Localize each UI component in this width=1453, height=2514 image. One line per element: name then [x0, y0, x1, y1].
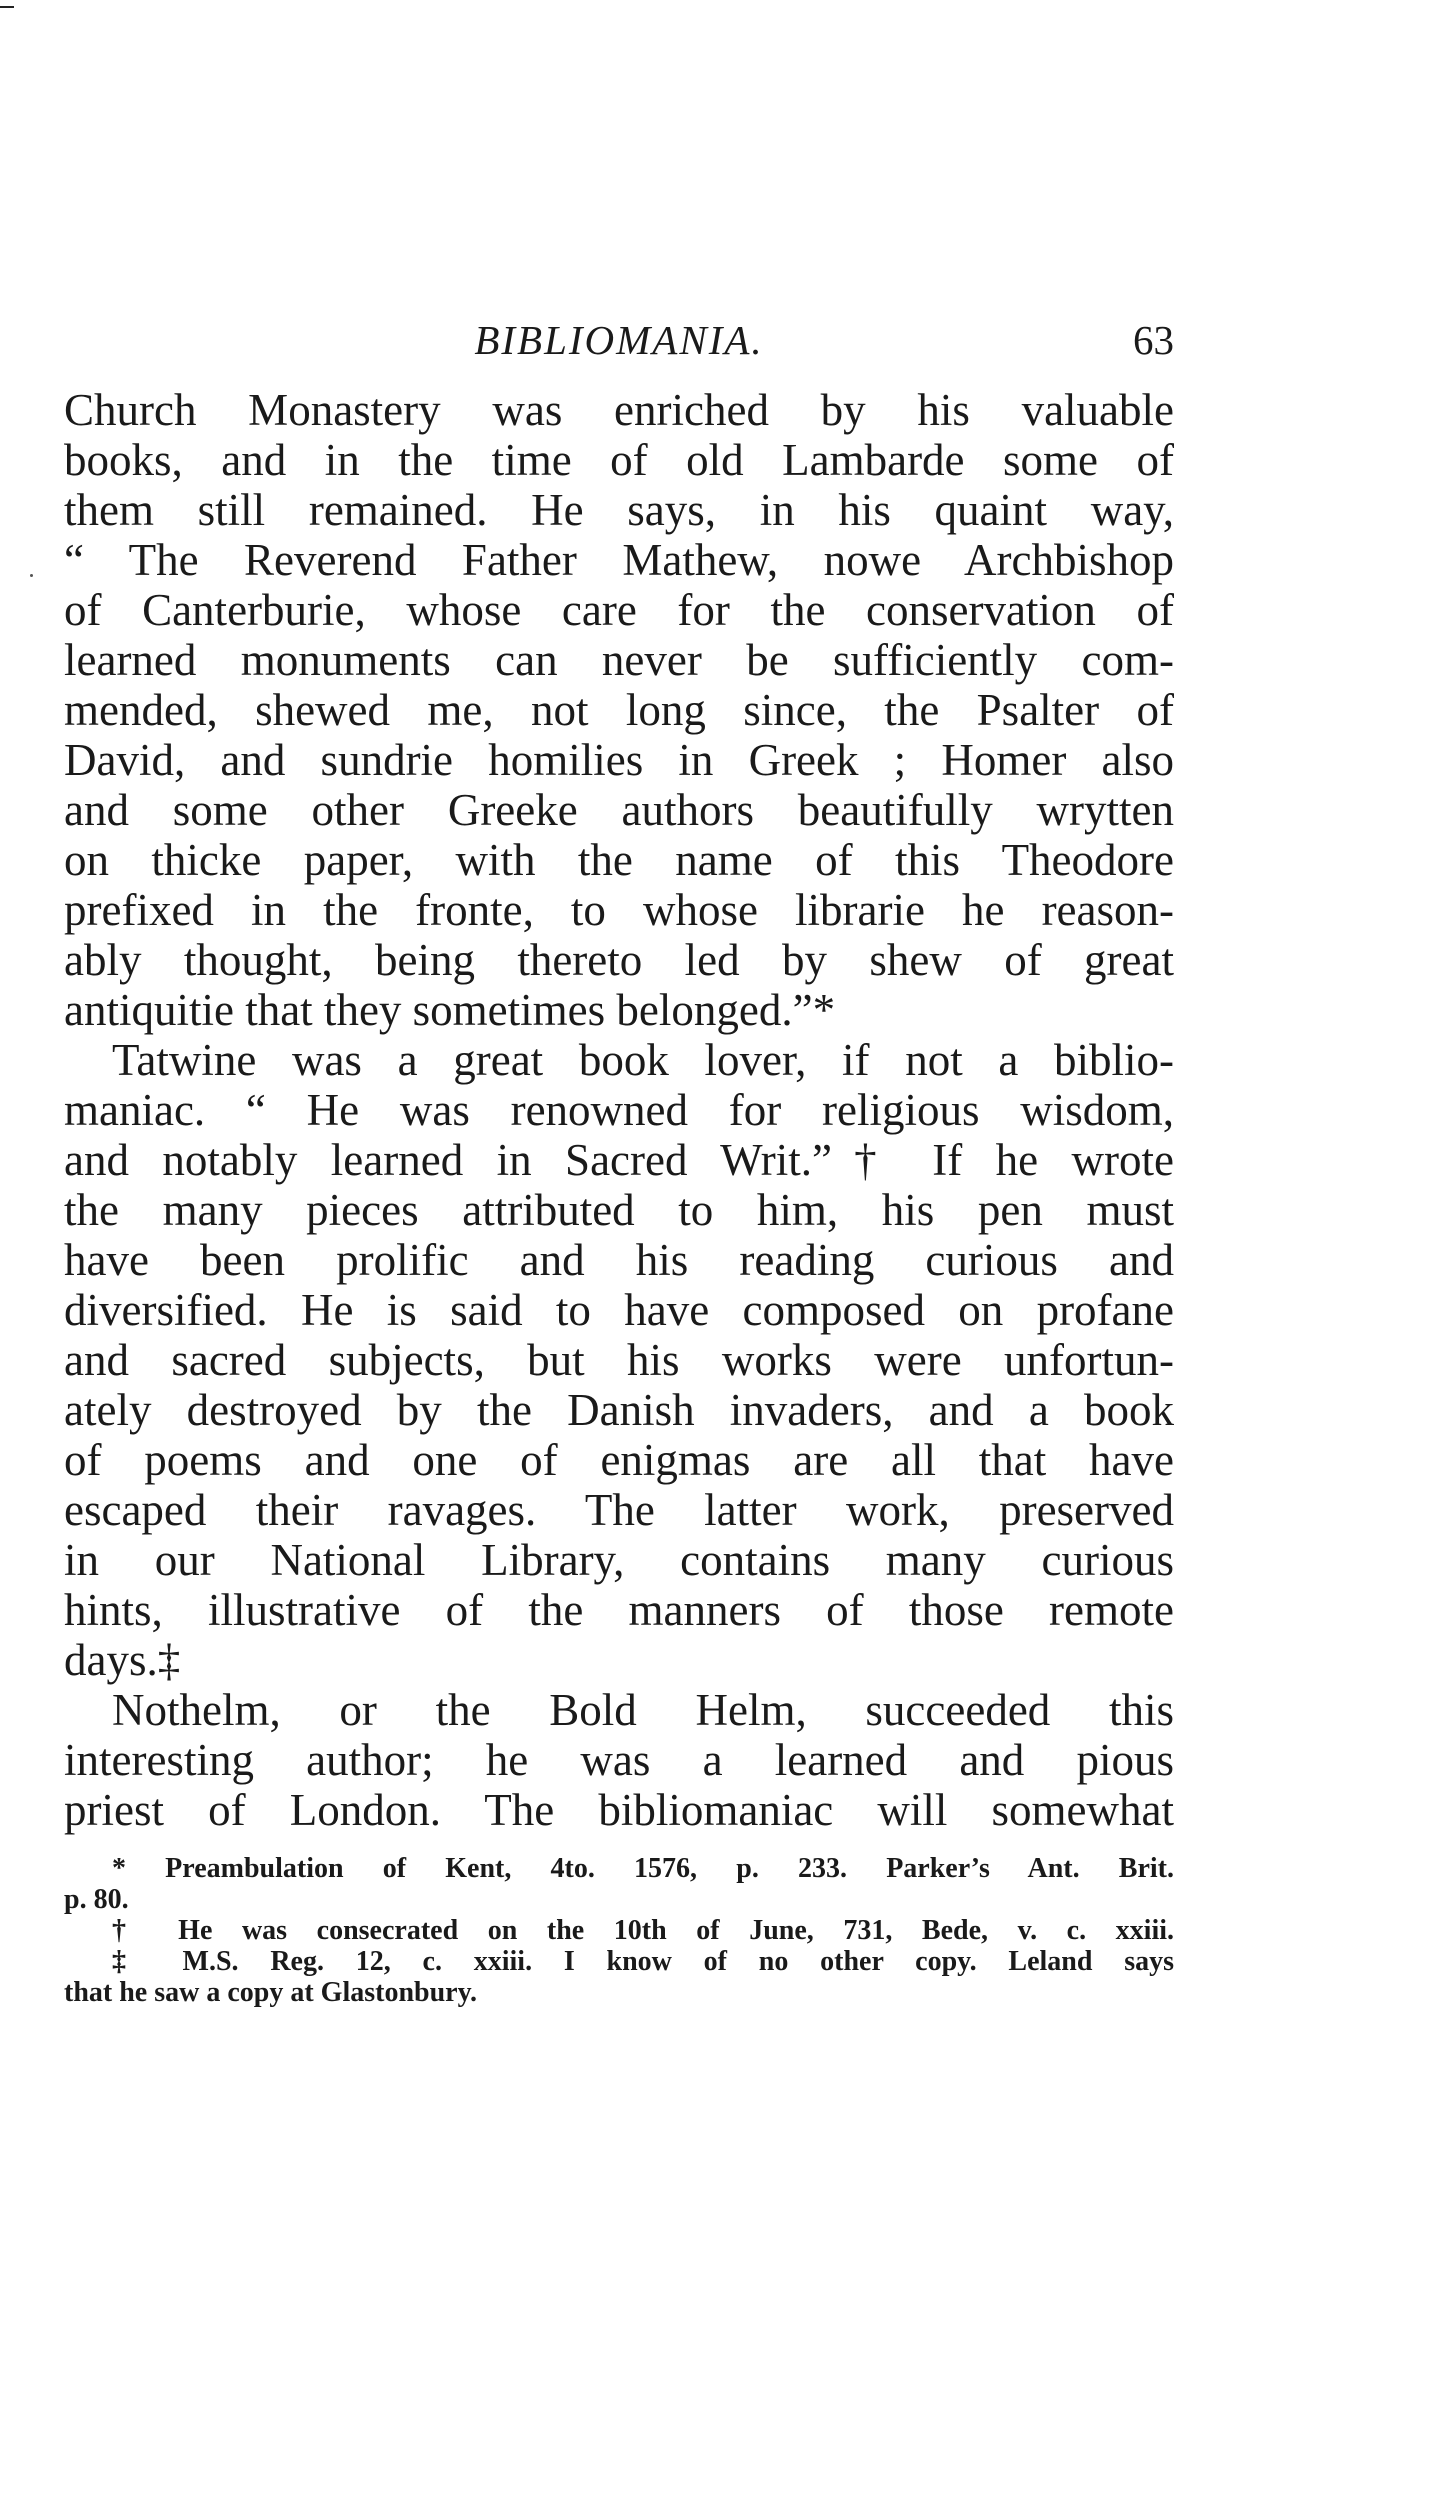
- text-line: maniac. “ He was renowned for religious wisdom,: [64, 1085, 1174, 1135]
- text-line: priest of London. The bibliomaniac will somewhat: [64, 1785, 1174, 1835]
- text-line: diversified. He is said to have composed on profane: [64, 1285, 1174, 1335]
- text-line: of poems and one of enigmas are all that have: [64, 1435, 1174, 1485]
- page-number: 63: [1133, 317, 1174, 363]
- running-title: BIBLIOMANIA.: [474, 317, 764, 363]
- margin-speck: [30, 574, 33, 577]
- text-line: learned monuments can never be sufficiently com-: [64, 635, 1174, 685]
- text-line: mended, shewed me, not long since, the Psalter of: [64, 685, 1174, 735]
- text-line: and some other Greeke authors beautifully wrytten: [64, 785, 1174, 835]
- text-line: days.‡: [64, 1635, 181, 1685]
- text-line: interesting author; he was a learned and pious: [64, 1735, 1174, 1785]
- text-line: “ The Reverend Father Mathew, nowe Archbishop: [64, 535, 1174, 585]
- text-line: them still remained. He says, in his quaint way,: [64, 485, 1174, 535]
- text-line: Church Monastery was enriched by his valuable: [64, 385, 1174, 435]
- text-line: escaped their ravages. The latter work, preserved: [64, 1485, 1174, 1535]
- text-line: the many pieces attributed to him, his pen must: [64, 1185, 1174, 1235]
- text-line: ately destroyed by the Danish invaders, and a book: [64, 1385, 1174, 1435]
- text-line: hints, illustrative of the manners of those remote: [64, 1585, 1174, 1635]
- footnote-line: p. 80.: [64, 1884, 129, 1915]
- text-line: antiquitie that they sometimes belonged.”*: [64, 985, 836, 1035]
- page-corner-mark: [0, 6, 14, 8]
- text-line: prefixed in the fronte, to whose librarie he reason-: [64, 885, 1174, 935]
- text-line: have been prolific and his reading curious and: [64, 1235, 1174, 1285]
- text-line: of Canterburie, whose care for the conservation of: [64, 585, 1174, 635]
- text-line: books, and in the time of old Lambarde some of: [64, 435, 1174, 485]
- body-text: [64, 385, 1174, 1835]
- footnote-line: * Preambulation of Kent, 4to. 1576, p. 233. Parker’s Ant. Brit.: [112, 1853, 1174, 1884]
- running-head: [64, 310, 1174, 370]
- text-line: in our National Library, contains many curious: [64, 1535, 1174, 1585]
- paragraph-start-line: Tatwine was a great book lover, if not a biblio-: [112, 1035, 1174, 1085]
- paragraph-start-line: Nothelm, or the Bold Helm, succeeded this: [112, 1685, 1174, 1735]
- text-line: ably thought, being thereto led by shew of great: [64, 935, 1174, 985]
- footnote-line: ‡ M.S. Reg. 12, c. xxiii. I know of no other copy. Leland says: [112, 1946, 1174, 1977]
- footnote-line: that he saw a copy at Glastonbury.: [64, 1977, 478, 2008]
- text-line: and notably learned in Sacred Writ.”† If he wrote: [64, 1135, 1174, 1185]
- text-line: David, and sundrie homilies in Greek ; Homer also: [64, 735, 1174, 785]
- text-line: on thicke paper, with the name of this Theodore: [64, 835, 1174, 885]
- footnotes: [64, 1853, 1174, 2008]
- text-line: and sacred subjects, but his works were unfortun-: [64, 1335, 1174, 1385]
- footnote-line: † He was consecrated on the 10th of June, 731, Bede, v. c. xxiii.: [112, 1915, 1174, 1946]
